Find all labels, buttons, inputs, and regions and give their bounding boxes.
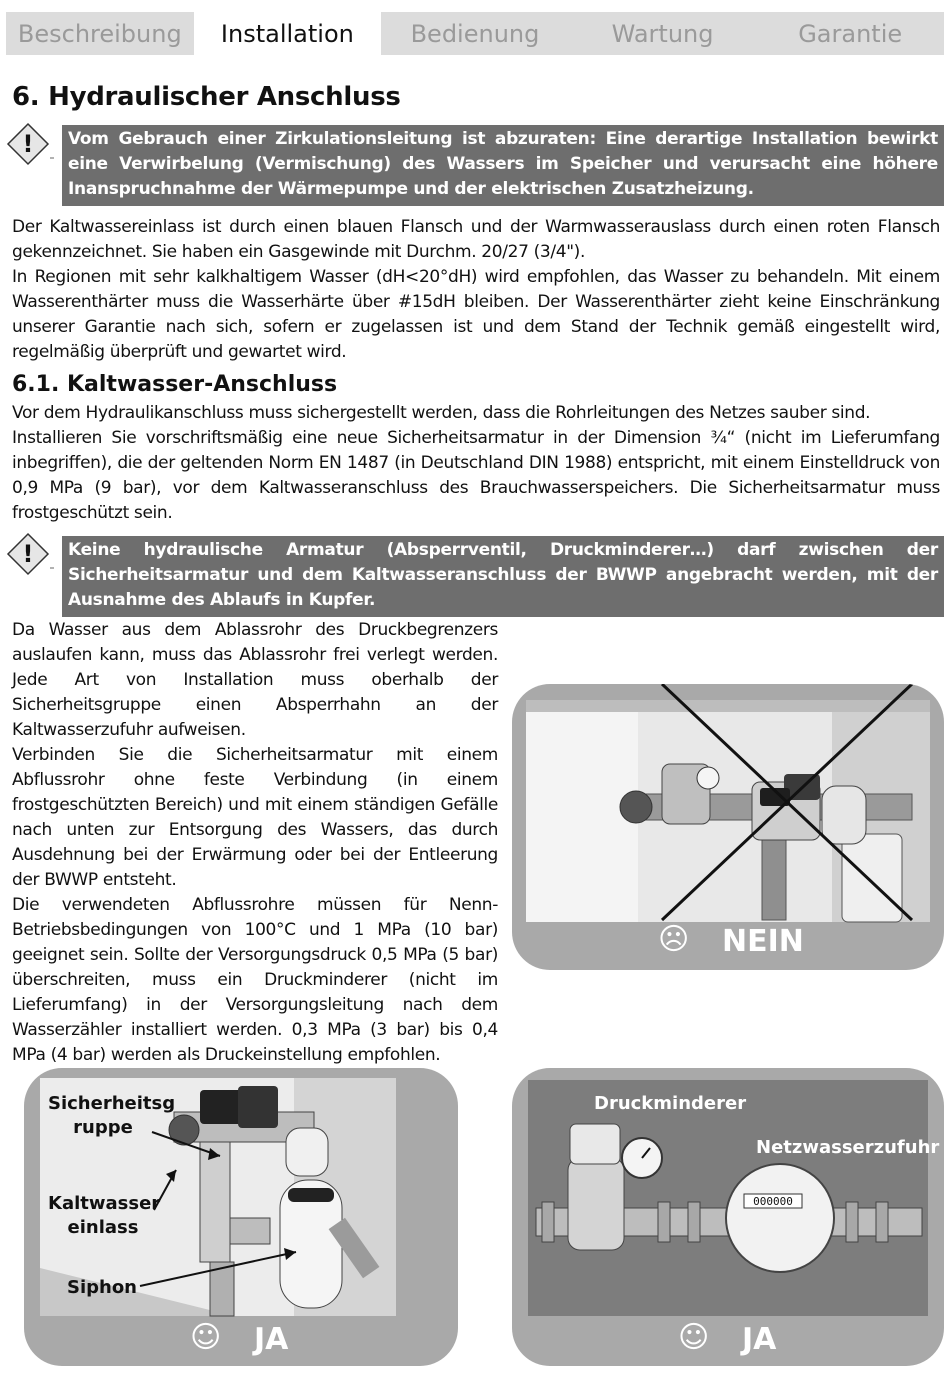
svg-text:!: ! — [22, 130, 34, 158]
label-mains-supply: Netzwasserzufuhr — [756, 1137, 940, 1158]
caption-ja: JA — [742, 1322, 777, 1357]
warning-icon — [6, 122, 54, 166]
tab-wartung[interactable]: Wartung — [569, 12, 757, 55]
panel-correct-installation-pressure — [512, 1068, 944, 1366]
warning-box-no-fitting: Keine hydraulische Armatur (Absperrventil, Druckminderer…) darf zwischen der Sicherheitsarmatur und dem Kaltwasseranschluss der BWWP angebracht werden, mit der Ausnahme des Ablaufs in Kupfer. — [62, 536, 944, 617]
label-safety-group: Sicherheitsg ruppe — [48, 1093, 176, 1138]
happy-face-icon: ☺ — [190, 1320, 222, 1355]
paragraph-water-hardness: In Regionen mit sehr kalkhaltigem Wasser (dH<20°dH) wird empfohlen, das Wasser zu behandeln. Mit einem Wasserenthärter muss die Wasserhärte über #15dH bleiben. Der Wasserenthärter zieht keine Einschränkung unserer Garantie nach sich, sofern er zugelassen ist und dem Stand der Technik gemäß eingestellt wird, regelmäßig überprüft und gewartet wird. — [12, 267, 940, 362]
panel-correct-installation-safety — [24, 1068, 458, 1366]
paragraph-drain: Da Wasser aus dem Ablassrohr des Druckbegrenzers auslaufen kann, muss das Ablassrohr frei verlegt werden. Jede Art von Installation muss oberhalb der Sicherheitsgruppe einen Absperrhahn an der Kaltwasserzufuhr aufweisen. — [12, 620, 498, 740]
warning-box-circulation: Vom Gebrauch einer Zirkulationsleitung ist abzuraten: Eine derartige Installation bewirkt eine Verwirbelung (Vermischung) des Wassers im Speicher und verursacht eine höhere Inanspruchnahme der Wärmepumpe und der elektrischen Zusatzheizung. — [62, 125, 944, 206]
caption-ja: JA — [254, 1322, 289, 1357]
happy-face-icon: ☺ — [678, 1320, 710, 1355]
tab-bedienung[interactable]: Bedienung — [381, 12, 569, 55]
tab-bar — [6, 12, 944, 55]
warning-icon — [6, 532, 54, 576]
caption-nein: NEIN — [722, 924, 804, 959]
label-pressure-reducer: Druckminderer — [594, 1093, 747, 1114]
label-cold-water-inlet: Kaltwasser einlass — [48, 1193, 161, 1238]
paragraph-connect-drain: Verbinden Sie die Sicherheitsarmatur mit einem Abflussrohr ohne feste Verbindung (in einem frostgeschützten Bereich) und mit einem ständigen Gefälle nach unten zur Entsorgung des Wassers, das durch Ausdehnung bei der Erwärmung oder bei der Entleerung der BWWP entsteht. — [12, 745, 498, 890]
tab-garantie[interactable]: Garantie — [756, 12, 944, 55]
panel-wrong-installation — [512, 684, 944, 970]
section-title: 6.1. Kaltwasser-Anschluss — [12, 372, 338, 397]
meter-digits: 000000 — [753, 1195, 793, 1208]
label-siphon: Siphon — [66, 1277, 137, 1298]
tab-installation[interactable]: Installation — [194, 12, 382, 55]
svg-text:!: ! — [22, 540, 34, 568]
sad-face-icon: ☹ — [658, 922, 690, 957]
tab-beschreibung[interactable]: Beschreibung — [6, 12, 194, 55]
paragraph-clean-pipes: Vor dem Hydraulikanschluss muss sichergestellt werden, dass die Rohrleitungen des Netzes sauber sind. — [12, 403, 871, 423]
paragraph-drain-pipes: Die verwendeten Abflussrohre müssen für Nenn-Betriebsbedingungen von 100°C und 1 MPa (10 bar) geeignet sein. Sollte der Versorgungsdruck 0,5 MPa (5 bar) überschreiten, muss ein Druckminderer (nicht im Lieferumfang) in der Versorgungsleitung nach dem Wasserzähler installiert werden. 0,3 MPa (3 bar) bis 0,4 MPa (4 bar) werden als Druckeinstellung empfohlen. — [12, 895, 498, 1065]
page-title: 6. Hydraulischer Anschluss — [12, 82, 401, 112]
paragraph-safety-valve: Installieren Sie vorschriftsmäßig eine neue Sicherheitsarmatur in der Dimension ¾“ (nicht im Lieferumfang inbegriffen), die der geltenden Norm EN 1487 (in Deutschland DIN 1988) entspricht, mit einem Einstelldruck von 0,9 MPa (9 bar), vor dem Kaltwasseranschluss des Brauchwasserspeichers. Die Sicherheitsarmatur muss frostgeschützt sein. — [12, 428, 940, 523]
paragraph-flange: Der Kaltwassereinlass ist durch einen blauen Flansch und der Warmwasserauslass durch einen roten Flansch gekennzeichnet. Sie haben ein Gasgewinde mit Durchm. 20/27 (3/4"). — [12, 217, 940, 262]
